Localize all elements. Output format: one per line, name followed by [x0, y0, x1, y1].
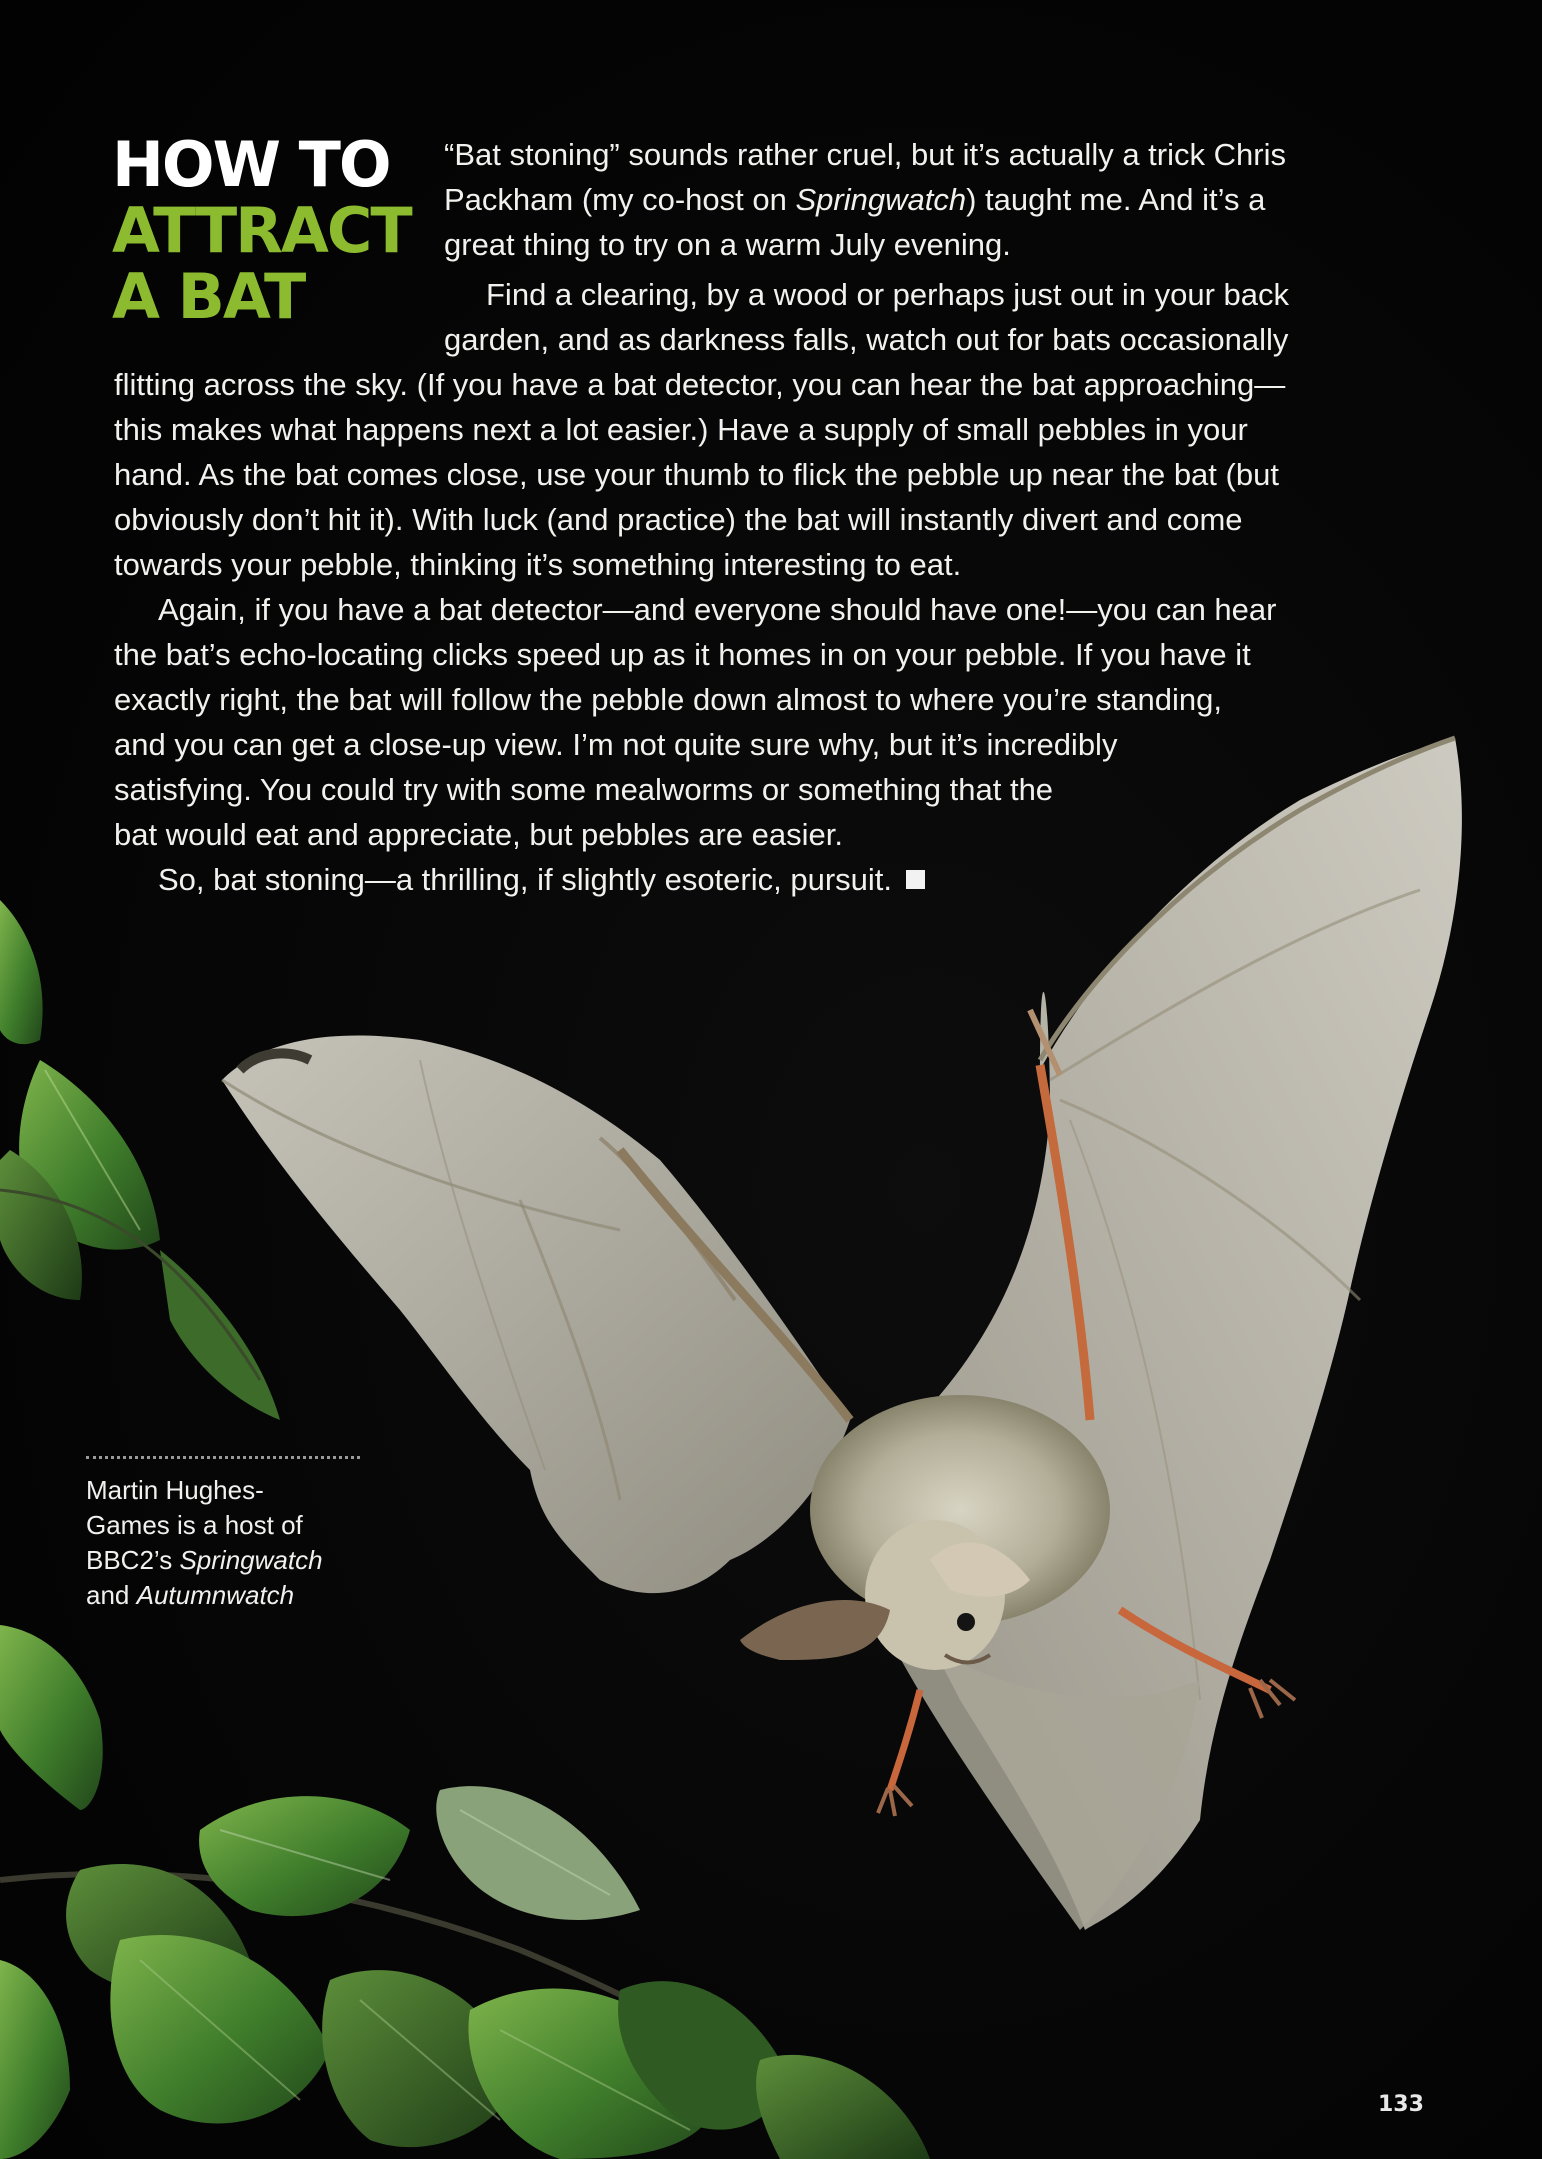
article-line: So, bat stoning—a thrilling, if slightly esoteric, pursuit.: [158, 857, 925, 902]
article-line: great thing to try on a warm July evening.: [444, 227, 1011, 262]
headline-line-3: A BAT: [112, 260, 305, 333]
article-line: satisfying. You could try with some mealworms or something that the: [114, 772, 1054, 807]
article-line: towards your pebble, thinking it’s something interesting to eat.: [114, 547, 962, 582]
headline: [112, 128, 432, 333]
article-line: the bat’s echo-locating clicks speed up as it homes in on your pebble. If you have it: [114, 637, 1251, 672]
headline-line-1: HOW TO: [112, 128, 390, 201]
caption-divider: [86, 1456, 360, 1459]
caption-line: Games is a host of: [86, 1510, 303, 1540]
birch-leaves-upper-left: [0, 900, 280, 1420]
article-line: Packham (my co-host on Springwatch) taught me. And it’s a: [444, 182, 1266, 217]
article-line: exactly right, the bat will follow the pebble down almost to where you’re standing,: [114, 682, 1222, 717]
headline-line-2: ATTRACT: [112, 194, 411, 267]
article-line: “Bat stoning” sounds rather cruel, but it’s actually a trick Chris: [444, 137, 1286, 172]
article-line: and you can get a close-up view. I’m not quite sure why, but it’s incredibly: [114, 727, 1118, 762]
caption-line: BBC2’s Springwatch: [86, 1545, 323, 1575]
author-caption: [86, 1456, 366, 1613]
article-line: garden, and as darkness falls, watch out for bats occasionally: [444, 322, 1289, 357]
article-line: bat would eat and appreciate, but pebbles are easier.: [114, 817, 844, 852]
article-line: Again, if you have a bat detector—and everyone should have one!—you can hear: [158, 592, 1277, 627]
article-line: flitting across the sky. (If you have a bat detector, you can hear the bat approaching—: [114, 367, 1286, 402]
article-line: Find a clearing, by a wood or perhaps just out in your back: [486, 277, 1290, 312]
article-line: hand. As the bat comes close, use your thumb to flick the pebble up near the bat (but: [114, 457, 1279, 492]
page-number: 133: [1378, 2092, 1424, 2117]
caption-line: and Autumnwatch: [86, 1580, 295, 1610]
article-line: this makes what happens next a lot easier.) Have a supply of small pebbles in your: [114, 412, 1248, 447]
article-line: obviously don’t hit it). With luck (and practice) the bat will instantly divert and come: [114, 502, 1243, 537]
caption-line: Martin Hughes-: [86, 1475, 264, 1505]
birch-leaves-lower-left: [0, 1625, 930, 2159]
end-of-article-icon: [906, 870, 925, 889]
